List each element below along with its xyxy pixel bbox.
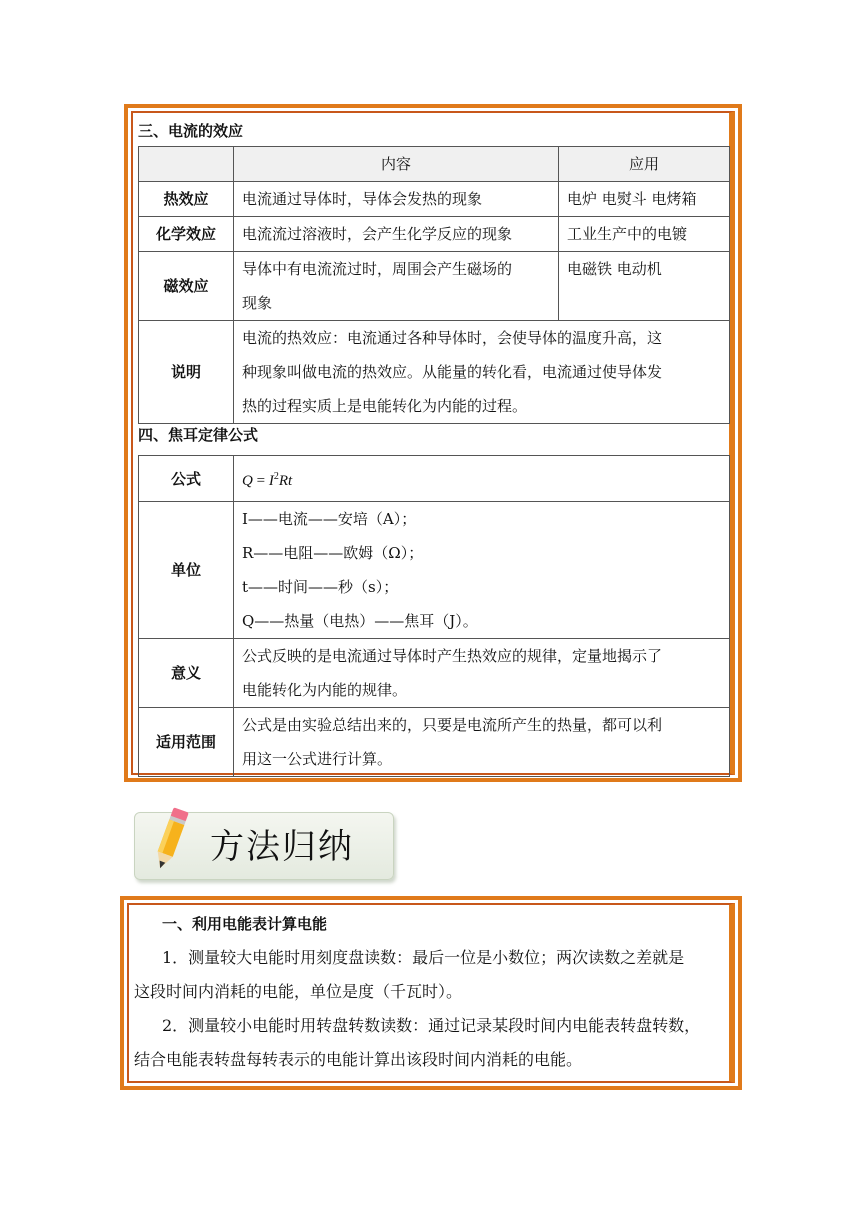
row-label: 化学效应	[139, 217, 234, 252]
row-content-line: 现象	[242, 294, 273, 312]
table-row	[139, 217, 730, 252]
row-label: 磁效应	[139, 252, 234, 321]
method-banner	[134, 806, 394, 880]
formula	[234, 456, 730, 502]
method-paragraph-line: 1．测量较大电能时用刻度盘读数：最后一位是小数位；两次读数之差就是	[162, 948, 685, 967]
row-application: 电磁铁 电动机	[559, 252, 730, 321]
header-application: 应用	[559, 147, 730, 182]
scope-line: 用这一公式进行计算。	[242, 750, 393, 768]
table-row	[139, 502, 730, 639]
table-row	[139, 182, 730, 217]
row-content: 电流流过溶液时，会产生化学反应的现象	[234, 217, 559, 252]
pencil-icon	[140, 806, 200, 876]
row-label: 公式	[139, 456, 234, 502]
method-paragraph-line: 2．测量较小电能时用转盘转数读数：通过记录某段时间内电能表转盘转数，	[162, 1016, 701, 1035]
table-row	[139, 252, 730, 321]
note-line: 种现象叫做电流的热效应。从能量的转化看，电流通过使导体发	[242, 363, 663, 381]
header-empty	[139, 147, 234, 182]
table-row	[139, 321, 730, 424]
unit-line: t——时间——秒（s）；	[242, 578, 399, 596]
method-paragraph-line: 这段时间内消耗的电能，单位是度（千瓦时）。	[134, 982, 463, 1001]
unit-line: R——电阻——欧姆（Ω）；	[242, 544, 424, 562]
row-label: 适用范围	[139, 708, 234, 777]
method-title: 一、利用电能表计算电能	[162, 915, 328, 933]
meaning-line: 公式反映的是电流通过导体时产生热效应的规律，定量地揭示了	[242, 647, 663, 665]
note-line: 电流的热效应：电流通过各种导体时，会使导体的温度升高，这	[242, 329, 663, 347]
row-content	[234, 252, 559, 321]
row-application: 电炉 电熨斗 电烤箱	[559, 182, 730, 217]
method-box	[120, 896, 742, 1090]
unit-line: Q——热量（电热）——焦耳（J）。	[242, 612, 478, 630]
formula-exp: 2	[273, 470, 279, 482]
meaning-cell	[234, 639, 730, 708]
row-label: 意义	[139, 639, 234, 708]
table-row	[139, 639, 730, 708]
note-line: 热的过程实质上是电能转化为内能的过程。	[242, 397, 528, 415]
banner-title: 方法归纳	[210, 827, 354, 867]
scope-cell	[234, 708, 730, 777]
row-label: 热效应	[139, 182, 234, 217]
section4-title: 四、焦耳定律公式	[138, 426, 259, 444]
unit-line: I——电流——安培（A）；	[242, 510, 417, 528]
units-cell	[234, 502, 730, 639]
current-effects-table	[138, 146, 730, 424]
method-paragraph-line: 结合电能表转盘每转表示的电能计算出该段时间内消耗的电能。	[134, 1050, 583, 1069]
row-content-line: 导体中有电流流过时，周围会产生磁场的	[242, 260, 513, 278]
formula-eq: =	[252, 472, 269, 489]
row-label: 说明	[139, 321, 234, 424]
header-content: 内容	[234, 147, 559, 182]
row-label: 单位	[139, 502, 234, 639]
row-content: 电流通过导体时，导体会发热的现象	[234, 182, 559, 217]
formula-rt: Rt	[278, 472, 293, 489]
joule-law-table	[138, 455, 730, 777]
table-row	[139, 456, 730, 502]
table-header-row	[139, 147, 730, 182]
note-content	[234, 321, 730, 424]
row-application: 工业生产中的电镀	[559, 217, 730, 252]
scope-line: 公式是由实验总结出来的，只要是电流所产生的热量，都可以利	[242, 716, 663, 734]
formula-q: Q	[242, 472, 253, 489]
section3-title: 三、电流的效应	[138, 122, 244, 140]
table-row	[139, 708, 730, 777]
meaning-line: 电能转化为内能的规律。	[242, 681, 408, 699]
formula-i: I	[268, 472, 274, 489]
